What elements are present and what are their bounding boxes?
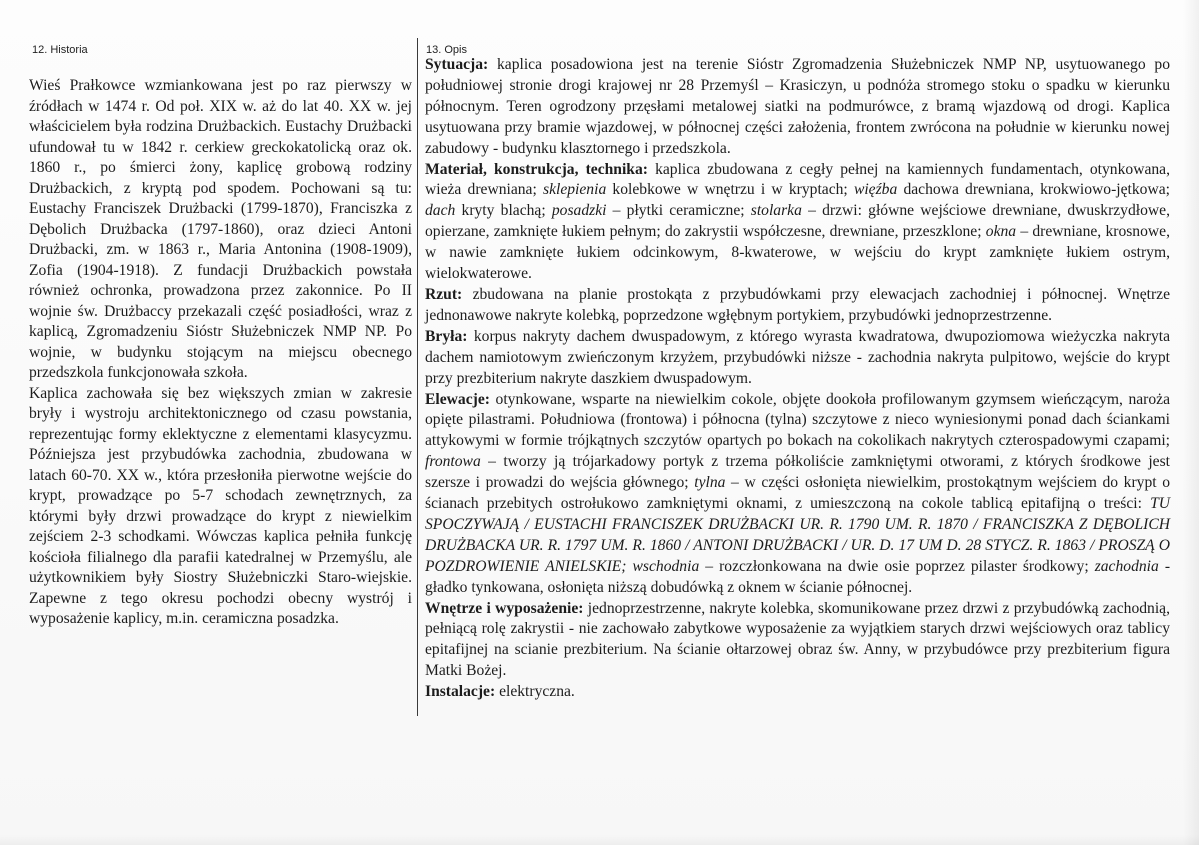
material-paragraph xyxy=(425,160,1170,285)
page-edge-shadow xyxy=(1183,0,1199,845)
material-term: dach xyxy=(425,202,456,220)
sytuacja-paragraph xyxy=(425,55,1170,160)
bryla-heading: Bryła: xyxy=(425,327,468,345)
elewacje-heading: Elewacje: xyxy=(425,390,490,408)
bryla-text: korpus nakryty dachem dwuspadowym, z którego wyrasta kwadratowa, dwupoziomowa wieżyczka nakryta dachem namiotowym zwieńczonym krzyżem, przybudówki niższe - zachodnia nakryta pulpitowo, wejście do krypt przy prezbiterium nakryte daszkiem dwuspadowym. xyxy=(425,327,1170,387)
historia-paragraph-1: Wieś Prałkowce wzmiankowana jest po raz pierwszy w źródłach w 1474 r. Od poł. XIX w. aż do lat 40. XX w. jej właścicielem była rodzina Drużbackich. Eustachy Drużbacki ufundował tu w 1842 r. cerkiew greckokatolicką oraz ok. 1860 r., po śmierci żony, kaplicę grobową rodziny Drużbackich, z kryptą pod spodem. Pochowani są tu: Eustachy Franciszek Drużbacki (1799-1870), Franciszka z Dębolich Drużbacka (1797-1860), oraz dzieci Antoni Drużbacki, zm. w 1863 r., Maria Antonina (1908-1909), Zofia (1904-1918). Z fundacji Drużbackich powstała również ochronka, prowadzona przez zakonnice. Po II wojnie św. Drużbaccy przekazali część posiadłości, wraz z kaplicą, Zgromadzeniu Sióstr Służebniczek NMP NP. Po wojnie, w budynku stojącym na miejscu obecnego przedszkola funkcjonowała szkoła. xyxy=(29,77,412,381)
material-term: okna xyxy=(985,223,1017,241)
elewacje-text: - gładko tynkowana, osłonięta niższą dobudówką z oknem w ścianie północnej. xyxy=(425,557,1171,596)
opis-column xyxy=(425,55,1170,703)
bryla-paragraph xyxy=(425,327,1170,390)
rzut-text: zbudowana na planie prostokąta z przybudówkami przy elewacjach zachodniej i północnej. Wnętrze jednonawowe nakryte kolebką, poprzedzone wgłębnym portykiem, przybudówki jednoprzestrzenne. xyxy=(425,285,1170,324)
elewacje-text: – rozczłonkowana na dwie osie poprzez pilaster środkowy; xyxy=(699,557,1095,575)
material-term: stolarka xyxy=(750,202,802,220)
material-term: sklepienia xyxy=(543,181,607,199)
elewacje-term: frontowa xyxy=(425,453,481,471)
material-term: więźba xyxy=(853,181,898,199)
elewacje-text: – tworzy ją trójarkadowy portyk z trzema półkoliście zamkniętymi otworami, z których środkowe jest szersze i prowadzi do wejścia głównego; xyxy=(425,453,1170,492)
material-text: – drewniane, krosnowe, w nawie zamknięte łukiem odcinkowym, 8-kwaterowe, w wejściu do krypt zamknięte łukiem ostrym, wielokwaterowe. xyxy=(425,223,1170,283)
elewacje-text: otynkowane, wsparte na niewielkim cokole, objęte dookoła profilowanym gzymsem wieńczącym, naroża opięte pilastrami. Południowa (frontowa) i północna (tylna) szczytowe z nieco wyniesionymi ponad dach ściankami attykowymi w formie trójkątnych szczytów opartych po bokach na cokolikach nakrytych czterospadowymi czapami; xyxy=(425,390,1170,450)
material-text: kolebkowe w wnętrzu i w kryptach; xyxy=(606,181,854,199)
wnetrze-paragraph xyxy=(425,599,1170,683)
section-label-historia: 12. Historia xyxy=(32,44,88,56)
material-text: – drzwi: główne wejściowe drewniane, dwuskrzydłowe, opierzane, zamknięte łukiem pełnym; do zakrystii współczesne, drewniane, przeszklone; xyxy=(425,202,1170,241)
column-divider xyxy=(417,38,418,716)
historia-column xyxy=(29,76,412,630)
rzut-paragraph xyxy=(425,285,1170,327)
elewacje-text: – w części osłonięta niewielkim, prostokątnym wejściem do krypt o ścianach przebitych ostrołukowo zamkniętymi oknami, z umieszczoną na cokole tablicą epitafijną o treści: xyxy=(425,474,1170,513)
wnetrze-heading: Wnętrze i wyposażenie: xyxy=(425,599,584,617)
sytuacja-heading: Sytuacja: xyxy=(425,56,489,73)
material-text: kaplica zbudowana z cegły pełnej na kamiennych fundamentach, otynkowana, wieża drewniana; xyxy=(425,160,1171,199)
page-edge-shadow-bottom xyxy=(0,835,1199,845)
material-heading: Materiał, konstrukcja, technika: xyxy=(425,160,648,178)
historia-paragraph-2: Kaplica zachowała się bez większych zmian w zakresie bryły i wystroju architektonicznego od czasu powstania, reprezentując formy eklektyczne z elementami klasycyzmu. Późniejsza jest przybudówka zachodnia, zbudowana w latach 60-70. XX w., która przesłoniła pierwotne wejście do krypt, prowadzące po 5-7 schodach zewnętrznych, za którymi były drzwi prowadzące do krypt z niewielkim zejściem 2-3 schodkami. Wówczas kaplica pełniła funkcję kościoła filialnego dla parafii katedralnej w Przemyślu, ale użytkownikiem były Siostry Służebniczki Staro-wiejskie. Zapewne z tego okresu pochodzi obecny wystrój i wyposażenie kaplicy, m.in. ceramiczna posadzka. xyxy=(29,384,412,627)
wnetrze-text: jednoprzestrzenne, nakryte kolebka, skomunikowane przez drzwi z przybudówką zachodnią, pełniącą rolę zakrystii - nie zachowało zabytkowe wyposażenie za wyjątkiem starych drzwi wejściowych oraz tablicy epitafijnej na scianie prezbiterium. Na ścianie ołtarzowej obraz św. Anny, w przybudówce przy prezbiterium figura Matki Bożej. xyxy=(425,599,1170,680)
elewacje-paragraph xyxy=(425,390,1170,599)
elewacje-term: zachodnia xyxy=(1094,557,1159,575)
material-text: dachowa drewniana, krokwiowo-jętkowa; xyxy=(897,181,1170,199)
instalacje-heading: Instalacje: xyxy=(425,683,496,701)
rzut-heading: Rzut: xyxy=(425,285,463,303)
instalacje-paragraph xyxy=(425,682,1170,703)
section-label-opis: 13. Opis xyxy=(426,44,467,56)
instalacje-text: elektryczna. xyxy=(495,683,575,701)
material-term: posadzki xyxy=(551,202,607,220)
sytuacja-text: kaplica posadowiona jest na terenie Sióstr Zgromadzenia Służebniczek NMP NP, usytuowanego po południowej stronie drogi krajowej nr 28 Przemyśl – Krasiczyn, u podnóża stromego stoku o spadku w kierunku północnym. Teren ogrodzony przęsłami metalowej siatki na podmurówce, z bramą wjazdową od drogi. Kaplica usytuowana przy bramie wjazdowej, w północnej części założenia, frontem zwrócona na południe w kierunku nowej zabudowy - budynku klasztornego i przedszkola. xyxy=(425,56,1170,157)
epitaph-inscription: TU SPOCZYWAJĄ / EUSTACHI FRANCISZEK DRUŻBACKI UR. R. 1790 UM. R. 1870 / FRANCISZKA Z DĘBOLICH DRUŻBACKA UR. R. 1797 UM. R. 1860 / ANTONI DRUŻBACKI / UR. D. 17 UM D. 28 STYCZ. R. 1863 / PROSZĄ O POZDROWIENIE ANIELSKIE; wschodnia xyxy=(425,495,1170,575)
material-text: – płytki ceramiczne; xyxy=(606,202,751,220)
material-text: kryty blachą; xyxy=(455,202,552,220)
elewacje-term: tylna xyxy=(694,474,726,492)
